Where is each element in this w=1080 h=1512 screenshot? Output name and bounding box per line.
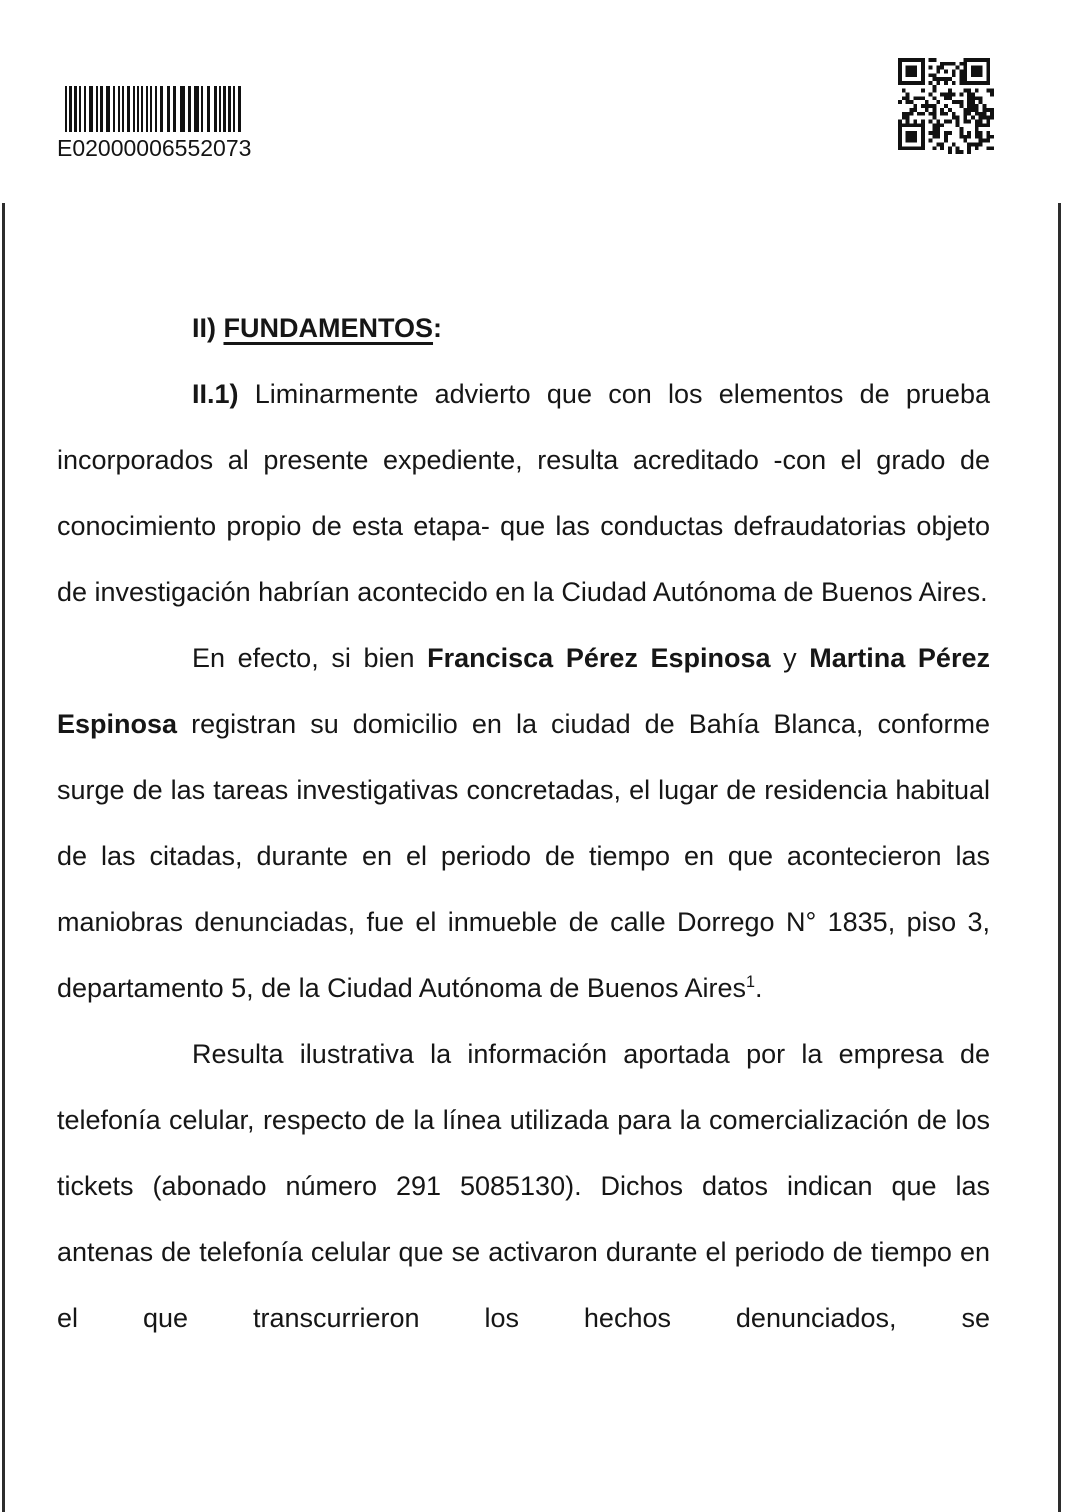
footnote-ref: 1 <box>745 973 755 991</box>
text-segment: II.1) <box>192 379 239 409</box>
paragraph <box>57 361 990 625</box>
paragraph <box>57 625 990 1021</box>
text-segment: . <box>755 973 763 1003</box>
document-body <box>57 361 990 1351</box>
text-segment: FUNDAMENTOS <box>223 313 434 343</box>
qr-code-icon <box>898 58 994 154</box>
text-segment: Martina Pérez Espinosa <box>57 643 990 739</box>
text-segment: Liminarmente advierto que con los elementos de prueba incorporados al presente expediente, resulta acreditado -con el grado de conocimiento propio de esta etapa- que las conductas defraudatorias objeto de investigación habrían acontecido en la Ciudad Autónoma de Buenos Aires. <box>57 379 990 607</box>
text-segment: : <box>433 313 443 343</box>
text-segment: II) <box>192 313 224 343</box>
document-text <box>57 295 990 1351</box>
text-segment: En efecto, si bien <box>192 643 428 673</box>
qr-code-svg <box>898 58 994 154</box>
paragraph <box>57 1021 990 1351</box>
barcode-label: E02000006552073 <box>57 135 252 161</box>
text-segment: registran su domicilio en la ciudad de Bahía Blanca, conforme surge de las tareas investigativas concretadas, el lugar de residencia habitual de las citadas, durante en el periodo de tiempo en que acontecieron las maniobras denunciadas, fue el inmueble de calle Dorrego N° 1835, piso 3, departamento 5, de la Ciudad Autónoma de Buenos Aires <box>57 709 990 1003</box>
barcode-bars-icon <box>65 86 243 132</box>
page-edge-right <box>1058 203 1061 1512</box>
barcode <box>57 86 251 162</box>
page-edge-left <box>2 203 5 1512</box>
text-segment: Francisca Pérez Espinosa <box>427 643 771 673</box>
text-segment: Resulta ilustrativa la información aportada por la empresa de telefonía celular, respecto de la línea utilizada para la comercialización de los tickets (abonado número 291 5085130). Dichos datos indican que las antenas de telefonía celular que se activaron durante el periodo de tiempo en el que transcurrieron los hechos denunciados, se <box>57 1039 990 1333</box>
section-heading <box>57 295 990 361</box>
text-segment: y <box>770 643 810 673</box>
